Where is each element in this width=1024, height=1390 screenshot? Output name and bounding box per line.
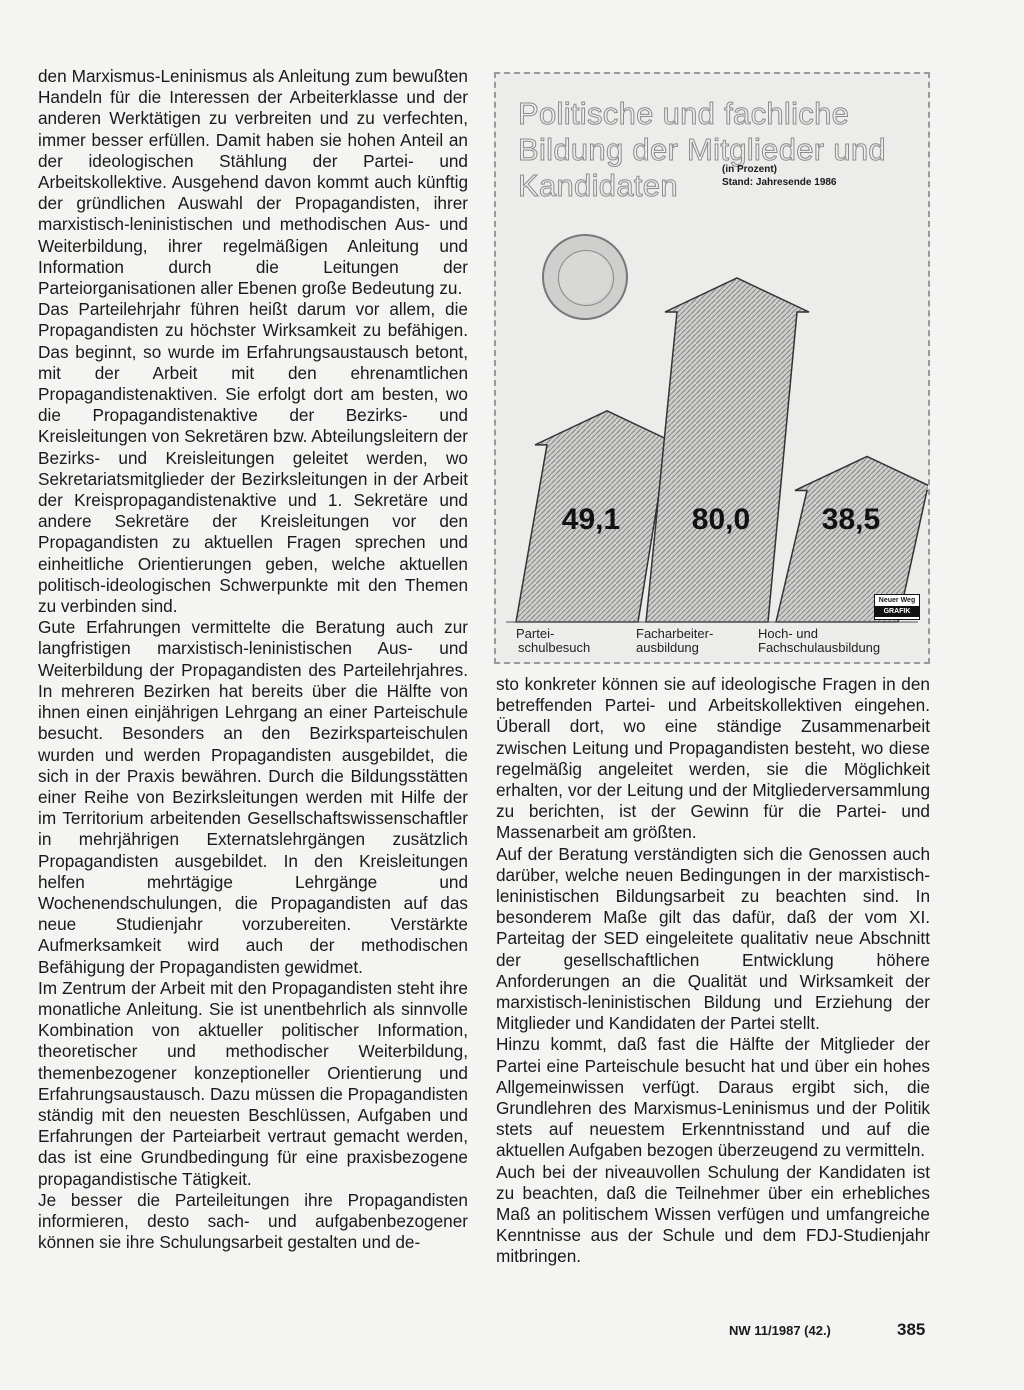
value-label-1: 49,1 [561, 503, 621, 536]
paragraph: Im Zentrum der Arbeit mit den Propagandisten steht ihre monatliche Anleitung. Sie ist unentbehrlich als sinnvolle Kombination von aktueller politischer Information, theoretischer und methodischer Weiterbildung, themenbezogener konzeptioneller Orientierung und Erfahrungsaustausch. Dazu müssen die Propagandisten ständig mit den neuesten Beschlüssen, Aufgaben und Erfahrungen der Parteiarbeit vertraut gemacht werden, das ist eine Grundbedingung für eine praxisbezogene propagandistische Tätigkeit. [38, 977, 468, 1189]
paragraph: Auf der Beratung verständigten sich die Genossen auch darüber, welche neuen Bedingungen in der marxistisch-leninistischen Bildungsarbeit zu beachten sind. In besonderem Maße gilt das dafür, daß der vom XI. Parteitag der SED eingeleitete qualitativ neue Abschnitt der gesellschaftlichen Entwicklung höhere Anforderungen an die Qualität und Wirksamkeit der marxistisch-leninistischen Bildung und Erziehung der Mitglieder und Kandidaten der Partei stellt. [496, 843, 930, 1034]
category-label-1: Partei- schulbesuch [516, 626, 591, 655]
chart-unit: (in Prozent) [722, 164, 777, 175]
category-label-3: Hoch- und Fachschulausbildung [758, 626, 881, 655]
bar-2 [646, 278, 809, 622]
issue-reference: NW 11/1987 (42.) [729, 1323, 831, 1338]
value-label-3: 38,5 [821, 503, 881, 536]
source-badge [874, 594, 920, 620]
paragraph: Je besser die Parteileitungen ihre Propagandisten informieren, desto sach- und aufgabenbezogener können sie ihre Schulungsarbeit gestalten und de- [38, 1189, 468, 1253]
page-number: 385 [897, 1320, 926, 1339]
left-text-column [38, 66, 468, 1253]
category-label-2: Facharbeiter- ausbildung [636, 626, 714, 655]
value-label-2: 80,0 [691, 503, 751, 536]
paragraph: Auch bei der niveauvollen Schulung der Kandidaten ist zu beachten, daß die Teilnehmer über ein erhebliches Maß an politischem Wissen verfügen und umfangreiche Kenntnisse aus der Schule und dem FDJ-Studienjahr mitbringen. [496, 1161, 930, 1267]
paragraph: Hinzu kommt, daß fast die Hälfte der Mitglieder der Partei eine Parteischule besucht hat und über ein hohes Allgemeinwissen verfügt. Daraus ergibt sich, die Grundlehren des Marxismus-Leninismus und der Politik stets auf neuestem Erkenntnisstand und auf die aktuellen Aufgaben bezogen überzeugend zu vermitteln. [496, 1034, 930, 1161]
source-badge-bottom: GRAFIK [875, 606, 919, 617]
paragraph: sto konkreter können sie auf ideologische Fragen in den betreffenden Partei- und Arbeitskollektiven eingehen. Überall dort, wo eine ständige Zusammenarbeit zwischen Leitung und Propagandisten besteht, wo diese regelmäßig angeleitet werden, sie die Möglichkeit erhalten, vor der Leitung und der Mitgliederversammlung zu berichten, ist der Gewinn für die Partei- und Massenarbeit am größten. [496, 674, 930, 843]
chart-date: Stand: Jahresende 1986 [722, 177, 837, 188]
chart-title: Politische und fachliche Bildung der Mitglieder und Kandidaten [518, 96, 886, 203]
paragraph: Das Parteilehrjahr führen heißt darum vor allem, die Propagandisten zu höchster Wirksamkeit zu befähigen. Das beginnt, so wurde im Erfahrungsaustausch betont, mit der Arbeit mit den ehrenamtlichen Propagandistenaktiven. Sie erfolgt dort am besten, wo die Propagandistenaktive der Bezirks- und Kreisleitungen von Sekretären bzw. Abteilungsleitern der Bezirks- und Kreisleitungen geleitet werden, wo Sekretariatsmitglieder der Bezirksleitungen in der Arbeit der Kreispropagandistenaktive und 1. Sekretäre und andere Sekretäre der Kreisleitungen vor den Propagandisten zu aktuellen Fragen sprechen und einheitliche Orientierungen geben, welche aktuellen politisch-ideologischen Schwerpunkte mit den Themen zu verbinden sind. [38, 299, 468, 617]
bar-chart [494, 72, 930, 664]
source-badge-top: Neuer Weg [878, 597, 916, 604]
paragraph: Gute Erfahrungen vermittelte die Beratung auch zur langfristigen marxistisch-leninistischen Aus- und Weiterbildung der Propagandisten des Parteilehrjahres. In mehreren Bezirken hat bereits über die Hälfte von ihnen einen einjährigen Lehrgang an einer Parteischule besucht. Besonders an den Bezirksparteischulen wurden und werden Propagandisten ausgebildet, die sich in der Praxis bewähren. Durch die Bildungsstätten einer Reihe von Bezirksleitungen werden mit Hilfe der im Territorium arbeitenden Gesellschaftswissenschaftler in mehrjährigen Externatslehrgängen zusätzlich Propagandisten ausgebildet. In den Kreisleitungen helfen mehrtägige Lehrgänge und Wochenendschulungen, die Propagandisten auf das neue Studienjahr vorzubereiten. Verstärkte Aufmerksamkeit wird auch der methodischen Befähigung der Propagandisten gewidmet. [38, 617, 468, 977]
chart-plot [496, 74, 928, 662]
paragraph: den Marxismus-Leninismus als Anleitung zum bewußten Handeln für die Interessen der Arbeiterklasse und der anderen Werktätigen zu verbreiten und zu verfechten, immer besser erfüllen. Damit haben sie hohen Anteil an der ideologischen Stählung der Partei- und Arbeitskollektive. Ausgehend davon kommt auch künftig der gründlichen Auswahl der Propagandisten, ihrer marxistisch-leninistischen und methodischen Aus- und Weiterbildung, ihrer regelmäßigen Anleitung und Information durch die Leitungen der Parteiorganisationen aller Ebenen große Bedeutung zu. [38, 66, 468, 299]
right-text-column [496, 674, 930, 1268]
